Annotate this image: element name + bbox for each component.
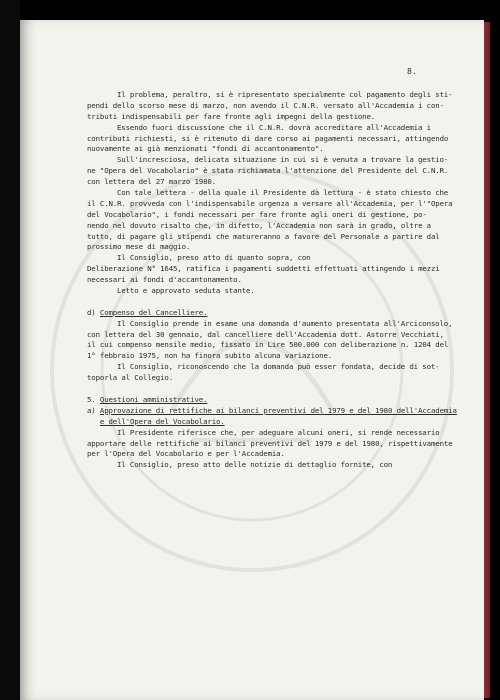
text-line: con lettera del 27 marzo 1980. [87, 177, 216, 187]
text-line: Deliberazione N° 1645, ratifica i pagamenti suddetti effettuati attingendo i mezzi [87, 264, 440, 274]
underlined-heading-text: Compenso del Cancelliere. [99, 307, 208, 317]
text-line: Il Presidente riferisce che, per adeguare alcuni oneri, si rende necessario [117, 427, 440, 437]
text-line: Sull'incresciosa, delicata situazione in cui si è venuta a trovare la gestio- [117, 155, 449, 165]
text-line: apportare delle rettifiche ai bilanci preventivi del 1979 e del 1980, rispettivamente [87, 438, 453, 448]
text-line: nuovamente ai già menzionati "fondi di accantonamento". [87, 144, 324, 154]
text-line: del Vocabolario", i fondi necessari per fare fronte agli oneri di gestione, po- [87, 209, 427, 219]
text-line: Il Consiglio prende in esame una domanda d'aumento presentata all'Arciconsolo, [117, 318, 453, 328]
text-line: Il problema, peraltro, si è ripresentato specialmente col pagamento degli sti- [117, 90, 453, 99]
text-line: il cui compenso mensile medio, fissato in Lire 500.000 con deliberazione n. 1204 del [87, 340, 449, 350]
text-line: prossimo mese di maggio. [87, 242, 191, 252]
blank-line [87, 297, 459, 308]
text-line [87, 417, 459, 428]
document-body [87, 90, 459, 471]
text-line: tributi indispensabili per fare fronte agli impegni della gestione. [87, 111, 376, 121]
text-line: nendo nel dovuto risalto che, in difetto, l'Accademia non sarà in grado, oltre a [87, 220, 431, 230]
text-line: toporla al Collegio. [87, 373, 173, 383]
book-binding [0, 0, 20, 700]
text-line: d) Compenso del Cancelliere. [87, 307, 208, 317]
text-line: Con tale lettera - della quale il Presidente dà lettura - è stato chiesto che [117, 188, 449, 198]
text-line: a) Approvazione di rettifiche ai bilanci preventivi del 1979 e del 1980 dell'Accademia [87, 405, 457, 415]
text-line: contributi richiesti, si è ritenuto di dare corso ai pagamenti necessari, attingendo [87, 133, 449, 143]
red-page-edge [484, 22, 490, 698]
text-line: con lettera del 30 gennaio, dal cancelliere dell'Accademia dott. Astorre Vecchiati, [87, 329, 444, 339]
text-line: Letto e approvato seduta stante. [117, 286, 255, 296]
underlined-heading-text: e dell'Opera del Vocabolario. [99, 416, 225, 426]
text-line: Il Consiglio, riconoscendo che la domanda può esser fondata, decide di sot- [117, 362, 440, 372]
text-line: pendi dello scorso mese di marzo, non avendo il C.N.R. versato all'Accademia i con- [87, 100, 444, 110]
page-number: 8. [407, 67, 417, 76]
text-line: necessari ai fondi d'accantonamento. [87, 275, 242, 285]
text-line: ne "Opera del Vocabolario" è stata richiamata l'attenzione del Presidente del C.N.R. [87, 166, 449, 176]
text-line: tutto, di pagare gli stipendi che matureranno a favore del Personale a partire dal [87, 231, 440, 241]
text-line: il C.N.R. provveda con l'indispensabile urgenza a versare all'Accademia, per l'"Opera [87, 198, 453, 208]
blank-line [87, 384, 459, 395]
text-line: Essendo fuori discussione che il C.N.R. dovrà accreditare all'Accademia i [117, 122, 431, 132]
text-line: 5. Questioni amministrative. [87, 394, 208, 404]
text-line: Il Consiglio, preso atto delle notizie di dettaglio fornite, con [117, 460, 393, 470]
text-line: Il Consiglio, preso atto di quanto sopra, con [117, 253, 311, 263]
text-line: per l'Opera del Vocabolario e per l'Accademia. [87, 449, 285, 459]
text-line: 1° febbraio 1975, non ha finora subito alcuna variazione. [87, 351, 333, 361]
underlined-heading-text: Approvazione di rettifiche ai bilanci preventivi del 1979 e del 1980 dell'Accademia [99, 405, 457, 415]
underlined-heading-text: Questioni amministrative. [99, 394, 208, 404]
